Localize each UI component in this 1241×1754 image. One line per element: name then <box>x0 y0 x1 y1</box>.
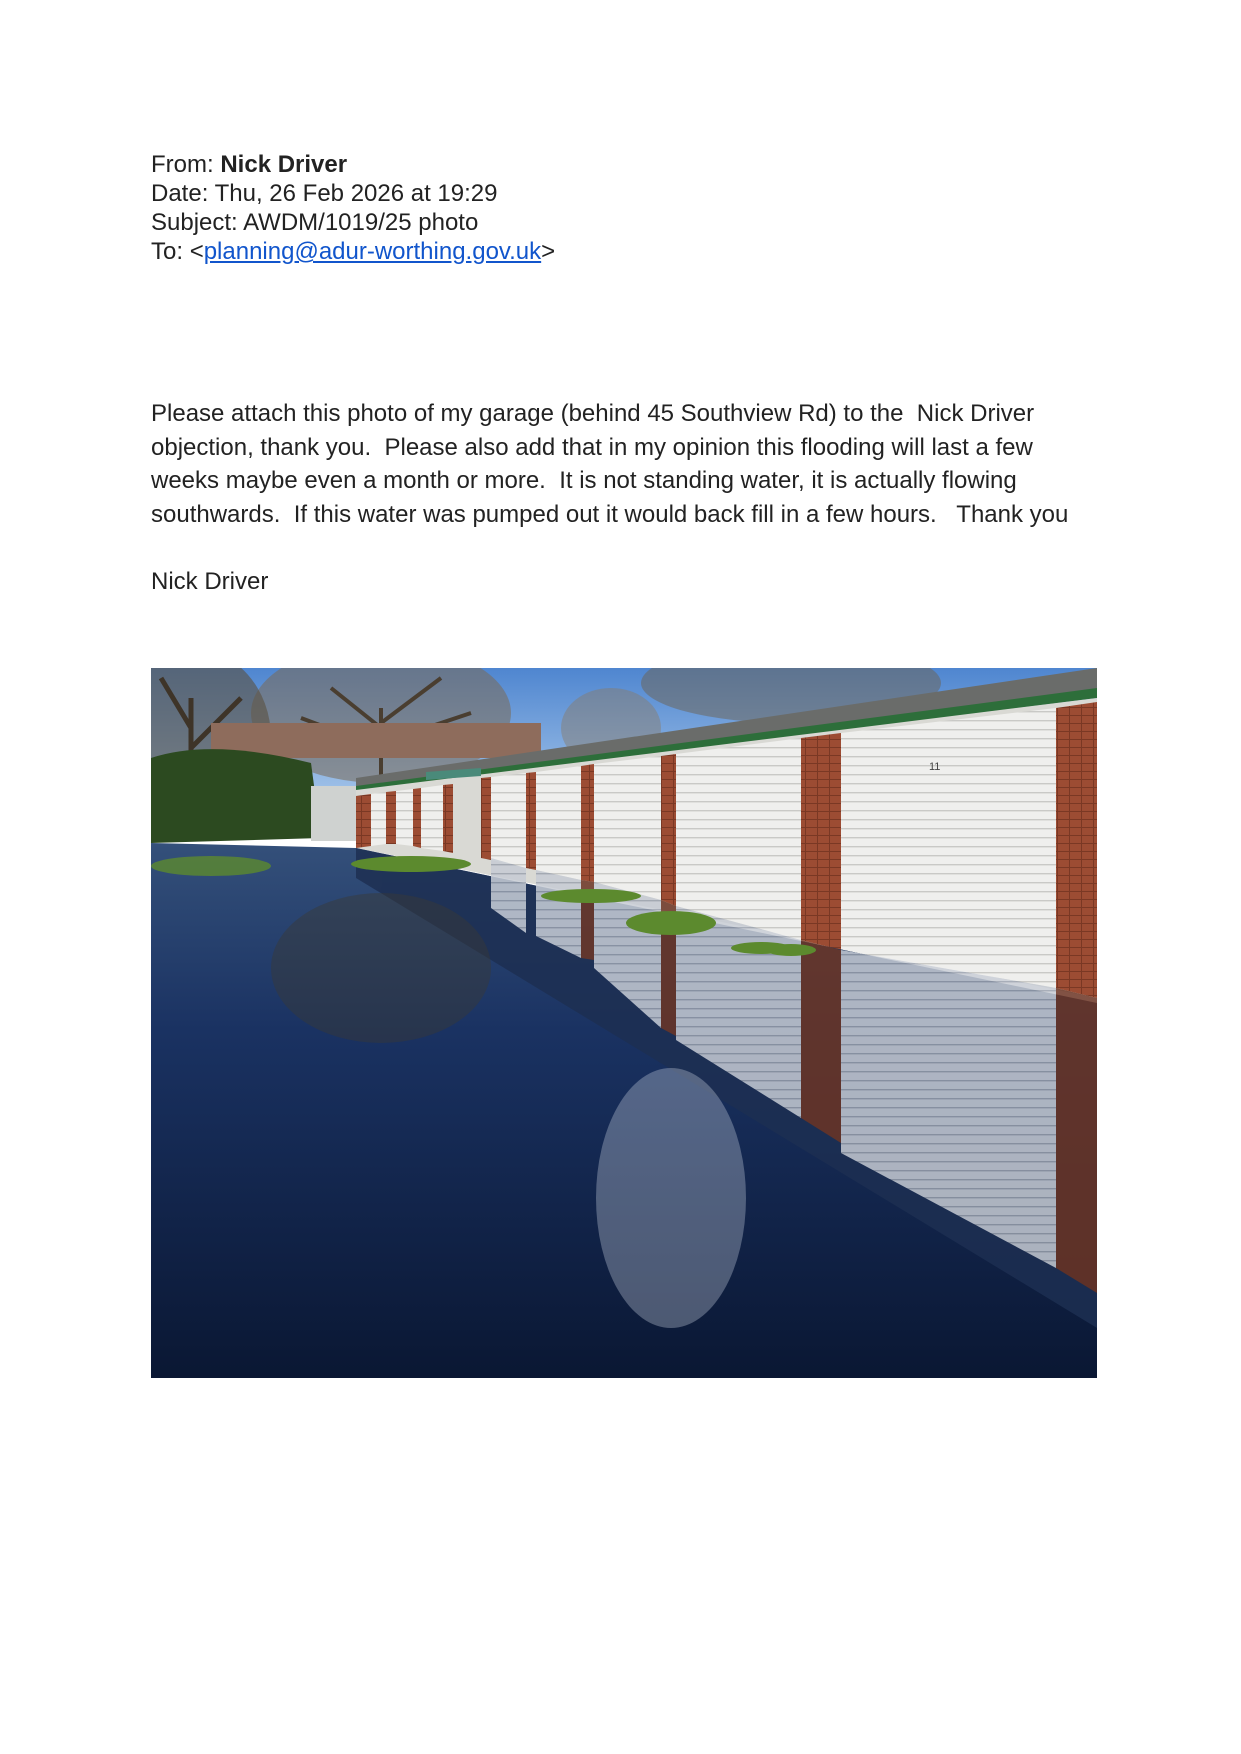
signature: Nick Driver <box>151 568 269 595</box>
flooded-garages-photo <box>151 668 1097 1378</box>
to-label: To: <box>151 238 184 265</box>
recipient-email-link[interactable]: planning@adur-worthing.gov.uk <box>203 238 542 265</box>
distant-roof <box>211 723 541 758</box>
hedge <box>151 749 321 843</box>
date-label: Date: <box>151 180 209 207</box>
subject-value: AWDM/1019/25 photo <box>243 209 479 236</box>
tree-reflection <box>271 893 491 1043</box>
subject-row <box>151 208 555 237</box>
from-row <box>151 150 555 179</box>
subject-label: Subject: <box>151 209 238 236</box>
cloud-reflection <box>596 1068 746 1328</box>
garage-number: 11 <box>929 761 941 773</box>
email-header <box>151 150 555 266</box>
to-row <box>151 237 555 266</box>
to-close-bracket: > <box>541 238 556 265</box>
end-wall <box>311 786 356 841</box>
message-body: Please attach this photo of my garage (behind 45 Southview Rd) to the Nick Driver objection, thank you. Please also add that in my opinion this flooding will last a few weeks maybe even a month or more. It is not standing water, it is actually flowing southwards. If this water was pumped out it would back fill in a few hours. Thank you <box>151 400 1069 528</box>
date-value: Thu, 26 Feb 2026 at 19:29 <box>214 180 498 207</box>
to-open-bracket: < <box>189 238 204 265</box>
sender-name: Nick Driver <box>220 151 348 178</box>
date-row <box>151 179 555 208</box>
from-label: From: <box>151 151 214 178</box>
